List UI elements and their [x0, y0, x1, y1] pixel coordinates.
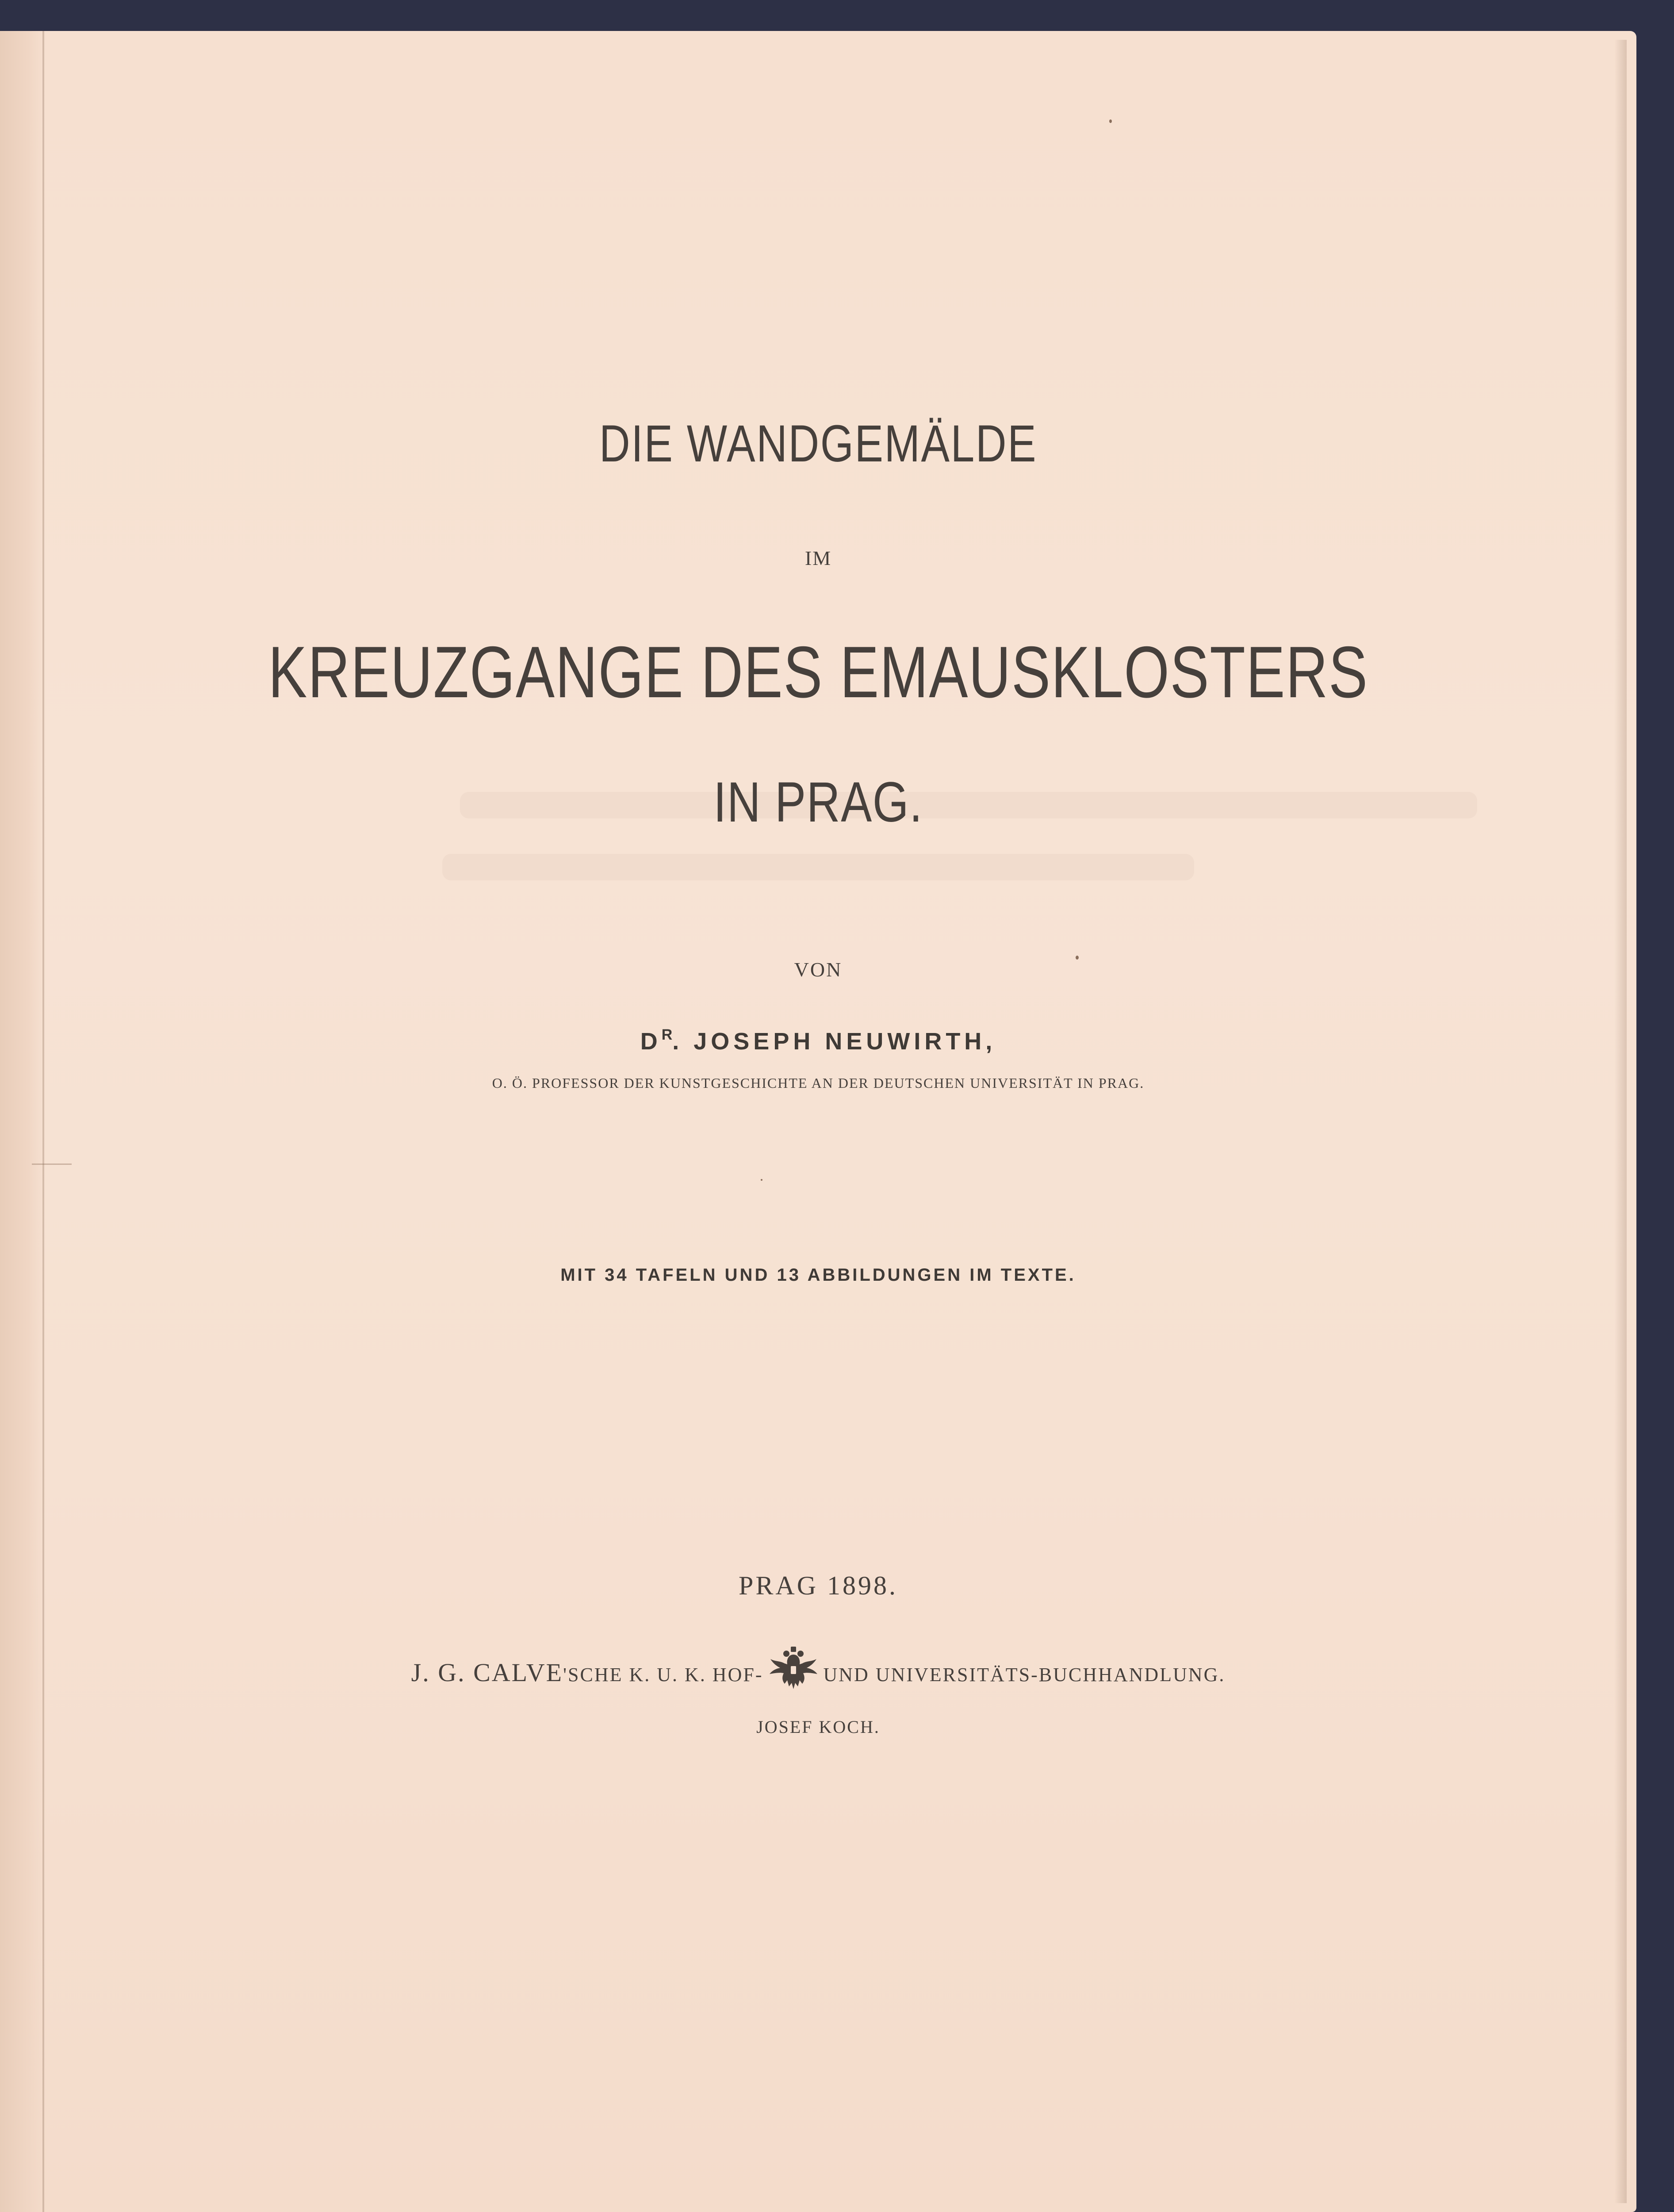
- title-line-3: KREUZGANGE DES EMAUSKLOSTERS: [268, 631, 1368, 713]
- author-name: [0, 1026, 1636, 1055]
- title-line-4: IN PRAG.: [713, 771, 923, 834]
- title-page: [0, 31, 1636, 2212]
- author-name-text: . JOSEPH NEUWIRTH,: [672, 1028, 996, 1055]
- printer-name: JOSEF KOCH.: [756, 1717, 880, 1737]
- byline-von: VON: [794, 958, 843, 981]
- author-prefix-superscript: R: [661, 1026, 673, 1043]
- publisher: [0, 1646, 1636, 1694]
- publisher-name: J. G. CALVE: [411, 1658, 563, 1687]
- double-headed-eagle-icon: [767, 1646, 820, 1694]
- paper-speck: [761, 1179, 762, 1181]
- publisher-name-suffix: 'SCHE K. U. K. HOF-: [563, 1664, 763, 1686]
- binding-mark: [32, 1164, 72, 1171]
- page-edge-right: [1614, 40, 1627, 2203]
- paper-speck: [1109, 119, 1112, 123]
- place-year: PRAG 1898.: [738, 1571, 898, 1600]
- fold-line: [42, 31, 44, 2212]
- author-affiliation: O. Ö. PROFESSOR DER KUNSTGESCHICHTE AN DER DEUTSCHEN UNIVERSITÄT IN PRAG.: [492, 1075, 1145, 1091]
- show-through: [442, 854, 1194, 880]
- title-line-2: IM: [804, 547, 832, 569]
- page-edge-left: [0, 31, 46, 2212]
- contents-note: MIT 34 TAFELN UND 13 ABBILDUNGEN IM TEXTE.: [560, 1265, 1076, 1285]
- publisher-address: UND UNIVERSITÄTS-BUCHHANDLUNG.: [823, 1664, 1226, 1686]
- author-prefix: D: [640, 1028, 662, 1055]
- title-line-1: DIE WANDGEMÄLDE: [599, 415, 1038, 473]
